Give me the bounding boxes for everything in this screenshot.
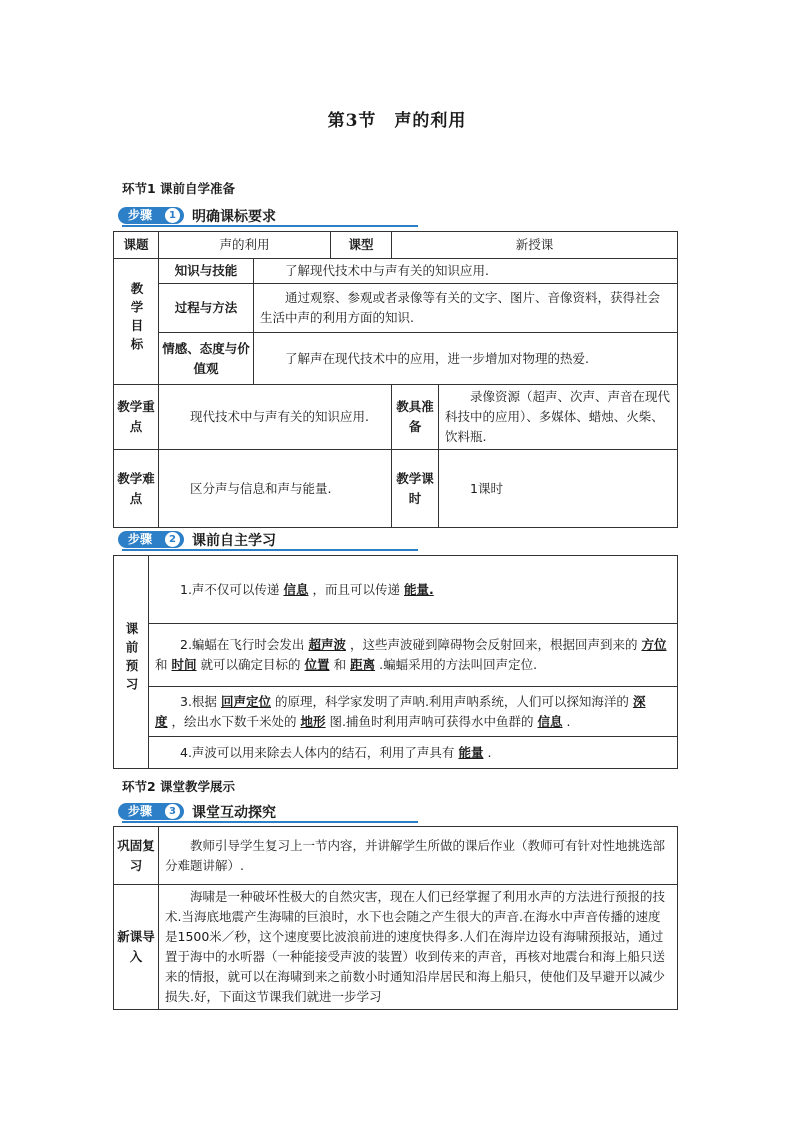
step-badge: 步骤 1: [118, 207, 184, 224]
preview-q4: 4.声波可以用来除去人体内的结石，利用了声具有 能量 .: [149, 737, 678, 769]
value-process: 通过观察、参观或者录像等有关的文字、图片、音像资料，获得社会生活中声的利用方面的知识.: [254, 284, 678, 333]
label-hours: 教学课时: [392, 450, 439, 528]
section-heading-2: 环节2 课堂教学展示: [122, 779, 236, 794]
label-focus: 教学重点: [114, 385, 159, 450]
label-tools: 教具准备: [392, 385, 439, 450]
page-title: 第3节 声的利用: [327, 111, 467, 131]
value-hours: 1课时: [439, 450, 678, 528]
step-number-icon: 3: [165, 804, 180, 819]
step-title: 课前自主学习: [192, 533, 276, 549]
interaction-table: [113, 826, 678, 1010]
step-number-icon: 2: [165, 532, 180, 547]
step-title: 明确课标要求: [192, 209, 276, 225]
label-preview: 课前预习: [114, 556, 149, 769]
step-badge: 步骤 2: [118, 531, 184, 548]
label-course: 课题: [114, 232, 159, 259]
label-review: 巩固复习: [114, 827, 159, 885]
label-intro: 新课导入: [114, 885, 159, 1010]
preview-table: [113, 555, 678, 769]
preview-q3: 3.根据 回声定位 的原理，科学家发明了声呐.利用声呐系统，人们可以探知海洋的 深度 ，绘出水下数千米处的 地形 图.捕鱼时利用声呐可获得水中鱼群的 信息 .: [149, 687, 678, 737]
value-knowledge: 了解现代技术中与声有关的知识应用.: [254, 259, 678, 284]
label-difficulty: 教学难点: [114, 450, 159, 528]
value-tools: 录像资源（超声、次声、声音在现代科技中的应用）、多媒体、蜡烛、火柴、饮料瓶.: [439, 385, 678, 450]
preview-q2: 2.蝙蝠在飞行时会发出 超声波 ，这些声波碰到障碍物会反射回来，根据回声到来的 方位和 时间 就可以确定目标的 位置 和 距离 .蝙蝠采用的方法叫回声定位.: [149, 624, 678, 687]
value-emotion: 了解声在现代技术中的应用，进一步增加对物理的热爱.: [254, 333, 678, 385]
step-underline: [122, 549, 418, 551]
label-process: 过程与方法: [159, 284, 254, 333]
value-difficulty: 区分声与信息和声与能量.: [159, 450, 392, 528]
value-course: 声的利用: [159, 232, 331, 259]
label-type: 课型: [331, 232, 392, 259]
value-intro: 海啸是一种破坏性极大的自然灾害，现在人们已经掌握了利用水声的方法进行预报的技术.当海底地震产生海啸的巨浪时，水下也会随之产生很大的声音.在海水中声音传播的速度是1500米／秒，这个速度要比波浪前进的速度快得多.人们在海岸边设有海啸预报站，通过置于海中的水听器（一种能接受声波的装置）收到传来的声音，再核对地震台和海上船只送来的情报，就可以在海啸到来之前数小时通知沿岸居民和海上船只，使他们及早避开以减少损失.好，下面这节课我们就进一步学习: [159, 885, 678, 1010]
label-emotion: 情感、态度与价值观: [159, 333, 254, 385]
section-heading-1: 环节1 课前自学准备: [122, 181, 236, 196]
step-number-icon: 1: [165, 208, 180, 223]
preview-q1: 1.声不仅可以传递 信息 ，而且可以传递 能量.: [149, 556, 678, 624]
value-focus: 现代技术中与声有关的知识应用.: [159, 385, 392, 450]
step-title: 课堂互动探究: [192, 805, 276, 821]
value-review: 教师引导学生复习上一节内容，并讲解学生所做的课后作业（教师可有针对性地挑选部分难题讲解）.: [159, 827, 678, 885]
step-underline: [122, 225, 418, 227]
label-goals: 教学目标: [114, 259, 159, 385]
step-underline: [122, 821, 418, 823]
course-info-table: [113, 231, 678, 528]
value-type: 新授课: [392, 232, 678, 259]
step-badge: 步骤 3: [118, 803, 184, 820]
label-knowledge: 知识与技能: [159, 259, 254, 284]
